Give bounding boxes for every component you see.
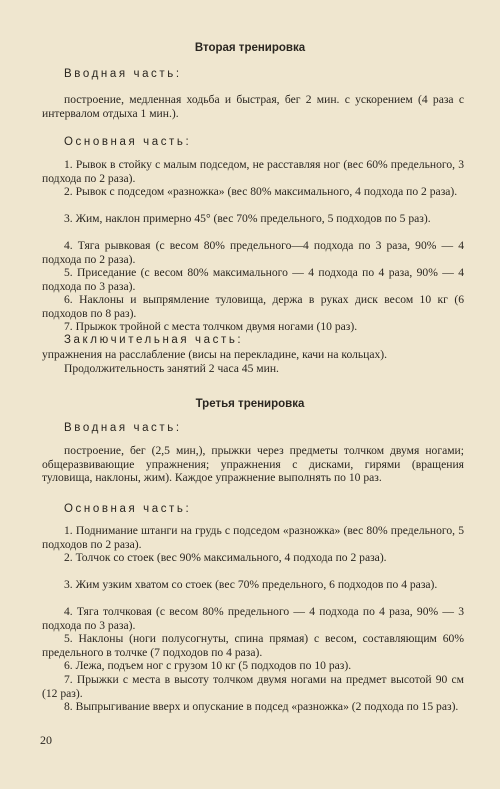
list-item: 6. Лежа, подъем ног с грузом 10 кг (5 подходов по 10 раз). [64, 659, 352, 672]
list-item: 4. Тяга рывковая (с весом 80% предельного—4 подхода по 3 раза, 90% — 4 подхода по 2 раза). [42, 239, 464, 266]
list-item: 5. Приседание (с весом 80% максимального — 4 подхода по 4 раза, 90% — 4 подхода по 3 раза). [42, 266, 464, 293]
list-item: 2. Толчок со стоек (вес 90% максимального, 4 подхода по 2 раза). [64, 551, 387, 564]
list-item: 8. Выпрыгивание вверх и опускание в подсед «разножка» (2 подхода по 15 раз). [64, 700, 459, 713]
intro-heading: Вводная часть: [64, 68, 182, 80]
duration-text: Продолжительность занятий 2 часа 45 мин. [64, 362, 279, 375]
list-item: 5. Наклоны (ноги полусогнуты, спина прямая) с весом, составляющим 60% предельного в толчке (7 подходов по 4 раза). [42, 632, 464, 659]
intro-text: построение, медленная ходьба и быстрая, бег 2 мин. с ускорением (4 раза с интервалом отдыха 1 мин.). [42, 93, 464, 120]
list-item: 3. Жим, наклон примерно 45° (вес 70% предельного, 5 подходов по 5 раз). [64, 212, 431, 225]
list-item: 2. Рывок с подседом «разножка» (вес 80% максимального, 4 подхода по 2 раза). [64, 185, 458, 198]
list-item: 3. Жим узким хватом со стоек (вес 70% предельного, 6 подходов по 4 раза). [64, 578, 438, 591]
list-item: 7. Прыжок тройной с места толчком двумя ногами (10 раз). [64, 320, 358, 333]
list-item: 7. Прыжки с места в высоту толчком двумя ногами на предмет высотой 90 см (12 раз). [42, 673, 464, 700]
intro-text: построение, бег (2,5 мин,), прыжки через предметы толчком двумя ногами; общеразвивающие упражнения; упражнения с дисками, гирями (вращения туловища, наклоны, жим). Каждое упражнение выполнять по 10 раз. [42, 444, 464, 485]
final-heading: Заключительная часть: [64, 334, 244, 346]
page-number: 20 [40, 733, 52, 747]
intro-heading: Вводная часть: [64, 422, 182, 434]
section-title: Вторая тренировка [194, 42, 306, 54]
list-item: 1. Поднимание штанги на грудь с подседом «разножка» (вес 80% предельного, 5 подходов по 2 раза). [42, 524, 464, 551]
list-item: 6. Наклоны и выпрямление туловища, держа в руках диск весом 10 кг (6 подходов по 8 раз). [42, 293, 464, 320]
main-heading: Основная часть: [64, 136, 192, 148]
list-item: 4. Тяга толчковая (с весом 80% предельного — 4 подхода по 4 раза, 90% — 3 подхода по 3 раза). [42, 605, 464, 632]
list-item: 1. Рывок в стойку с малым подседом, не расставляя ног (вес 60% предельного, 3 подхода по 2 раза). [42, 158, 464, 185]
final-text: упражнения на расслабление (висы на перекладине, качи на кольцах). [42, 348, 388, 361]
section-title: Третья тренировка [195, 398, 305, 410]
main-heading: Основная часть: [64, 503, 192, 515]
